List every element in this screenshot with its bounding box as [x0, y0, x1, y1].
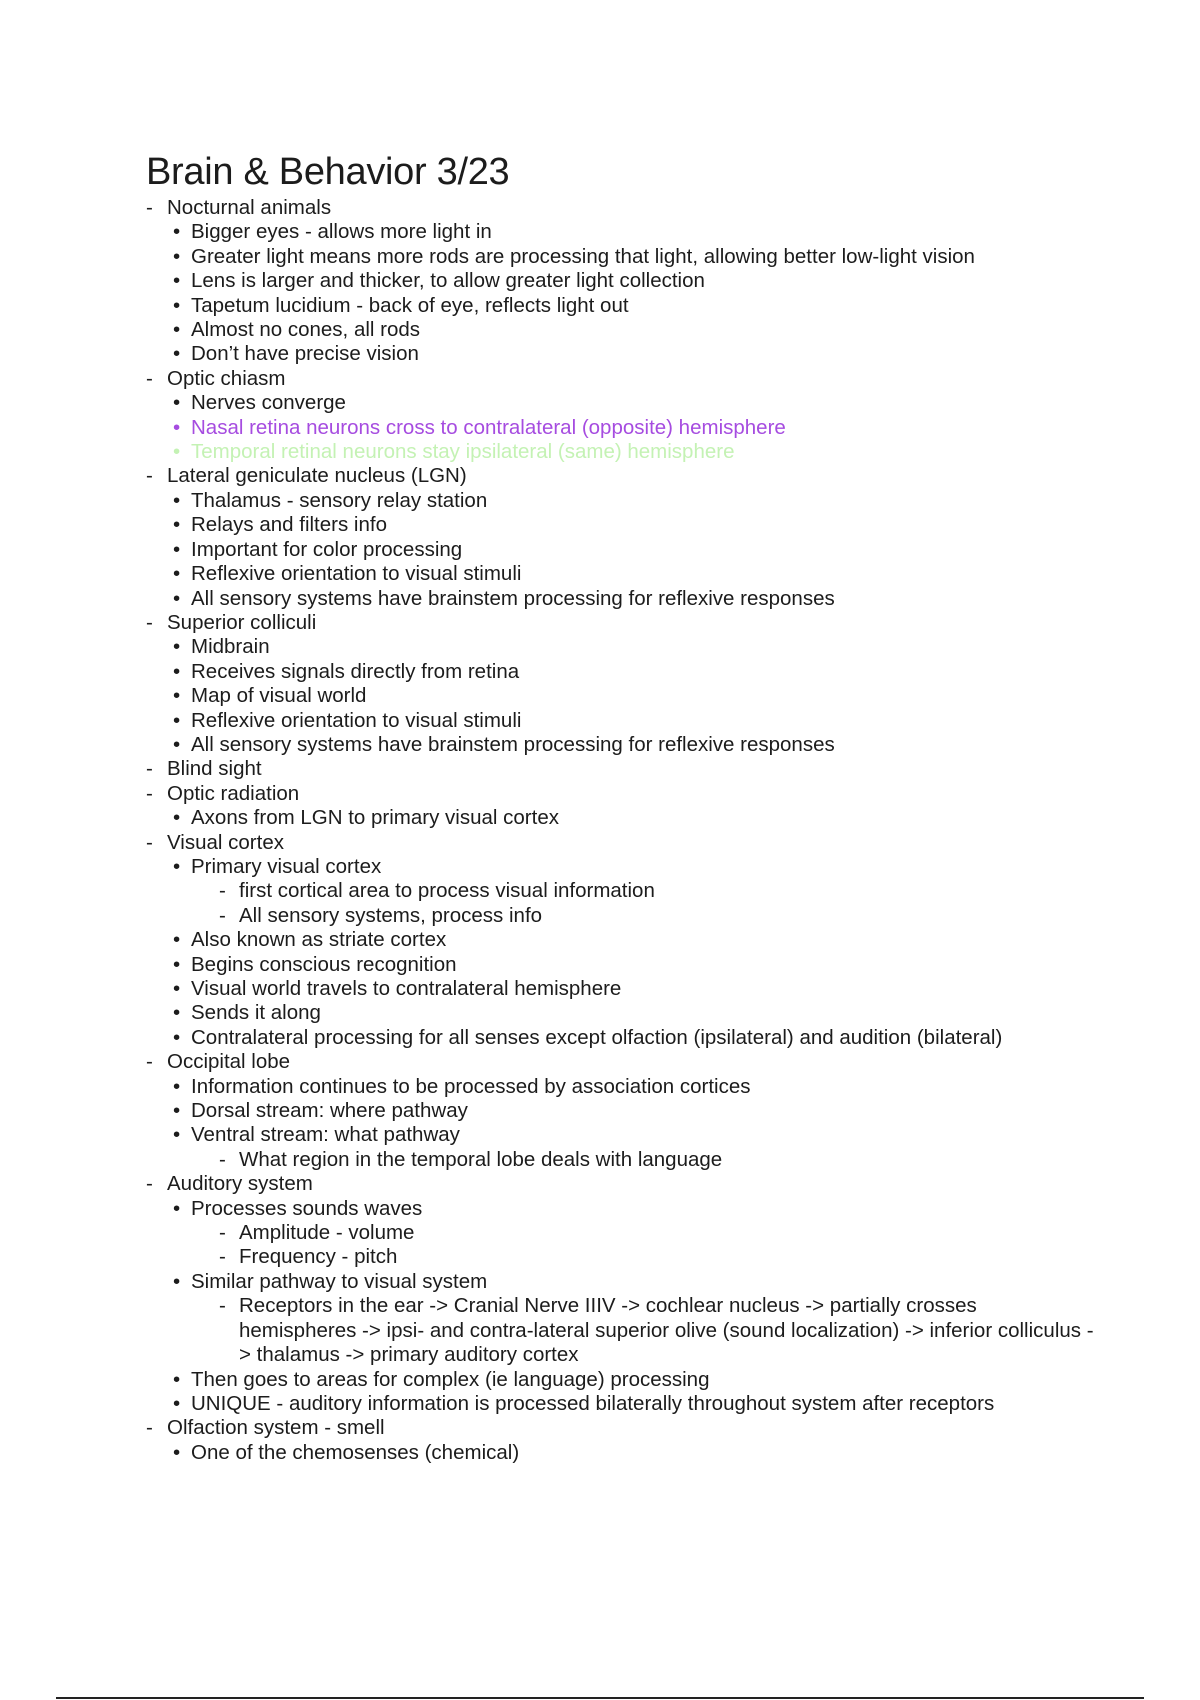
- bullet-marker: •: [173, 1391, 181, 1415]
- bullet-item: [167, 977, 1096, 1001]
- bullet-text: Don’t have precise vision: [191, 342, 419, 366]
- bullet-text: Thalamus - sensory relay station: [191, 488, 488, 512]
- sub-item-text: All sensory systems, process info: [239, 903, 543, 927]
- bullet-text: One of the chemosenses (chemical): [191, 1440, 520, 1464]
- bullet-marker: •: [173, 1196, 181, 1220]
- dash-marker: -: [219, 1147, 226, 1171]
- bullet-item: [167, 562, 1096, 586]
- bullet-marker: •: [173, 1440, 181, 1464]
- bullet-marker: •: [173, 244, 181, 268]
- bullet-item: [167, 1441, 1096, 1465]
- bullet-text: Similar pathway to visual system: [191, 1269, 488, 1293]
- bullet-item: [167, 1392, 1096, 1416]
- dash-marker: -: [146, 830, 153, 854]
- bullet-text: Sends it along: [191, 1001, 321, 1025]
- bullet-text: Midbrain: [191, 635, 270, 659]
- bullet-text: Nerves converge: [191, 391, 346, 415]
- outline-section: [146, 757, 1096, 781]
- bullet-text: Processes sounds waves: [191, 1196, 423, 1220]
- outline-section: [146, 196, 1096, 367]
- bullet-marker: •: [173, 1099, 181, 1123]
- bullet-text: Relays and filters info: [191, 513, 387, 537]
- bullet-text: Then goes to areas for complex (ie language) processing: [191, 1367, 710, 1391]
- bullet-item: [167, 733, 1096, 757]
- bullet-marker: •: [173, 293, 181, 317]
- section-heading: Auditory system: [167, 1172, 313, 1196]
- bullet-text: Greater light means more rods are processing that light, allowing better low-light vision: [191, 244, 975, 268]
- bullet-text: UNIQUE - auditory information is processed bilaterally throughout system after receptors: [191, 1391, 995, 1415]
- bullet-item: [167, 806, 1096, 830]
- bullet-marker: •: [173, 928, 181, 952]
- dash-marker: -: [146, 196, 153, 219]
- bullet-item: [167, 294, 1096, 318]
- sub-item-text: Frequency - pitch: [239, 1245, 398, 1269]
- bullet-marker: •: [173, 269, 181, 293]
- section-heading: Visual cortex: [167, 830, 284, 854]
- bullet-text: Map of visual world: [191, 684, 367, 708]
- bullet-item: [167, 1270, 1096, 1368]
- bullet-text: Visual world travels to contralateral hemisphere: [191, 977, 622, 1000]
- bullet-marker: •: [173, 854, 181, 878]
- bullet-item: [167, 1197, 1096, 1270]
- bullet-text: Reflexive orientation to visual stimuli: [191, 708, 522, 732]
- dash-marker: -: [219, 879, 226, 903]
- outline-section: [146, 831, 1096, 1051]
- bullet-marker: •: [173, 220, 181, 244]
- bullet-marker: •: [173, 684, 181, 708]
- bullet-marker: •: [173, 1123, 181, 1147]
- bullet-item: [167, 489, 1096, 513]
- bullet-text: Also known as striate cortex: [191, 928, 447, 952]
- section-heading: Occipital lobe: [167, 1050, 291, 1074]
- bullet-text: Almost no cones, all rods: [191, 318, 421, 342]
- sub-item: [215, 879, 1096, 903]
- dash-marker: -: [146, 464, 153, 488]
- sub-item: [215, 904, 1096, 928]
- bullet-marker: •: [173, 708, 181, 732]
- bullet-text: Contralateral processing for all senses except olfaction (ipsilateral) and audition (bilateral): [191, 1025, 1003, 1049]
- document-page: [146, 150, 1096, 1465]
- bullet-item: [167, 416, 1096, 440]
- dash-marker: -: [146, 366, 153, 390]
- bullet-text: Lens is larger and thicker, to allow greater light collection: [191, 269, 705, 293]
- section-heading: Lateral geniculate nucleus (LGN): [167, 464, 467, 488]
- sub-item: [215, 1245, 1096, 1269]
- bullet-marker: •: [173, 391, 181, 415]
- sub-item-text: first cortical area to process visual information: [239, 879, 655, 903]
- bullet-marker: •: [173, 1367, 181, 1391]
- bullet-item: [167, 928, 1096, 952]
- section-heading: Superior colliculi: [167, 610, 317, 634]
- bullet-item: [167, 245, 1096, 269]
- section-heading: Optic radiation: [167, 781, 300, 805]
- bullet-text: Tapetum lucidium - back of eye, reflects light out: [191, 293, 629, 317]
- bullet-marker: •: [173, 1074, 181, 1098]
- bullet-marker: •: [173, 562, 181, 586]
- sub-item: [215, 1221, 1096, 1245]
- bullet-item: [167, 953, 1096, 977]
- bullet-item: [167, 709, 1096, 733]
- outline-section: [146, 1416, 1096, 1465]
- bullet-marker: •: [173, 488, 181, 512]
- dash-marker: -: [219, 1294, 226, 1318]
- dash-marker: -: [219, 903, 226, 927]
- bullet-item: [167, 1001, 1096, 1025]
- dash-marker: -: [146, 1050, 153, 1074]
- bullet-text: Temporal retinal neurons stay ipsilateral (same) hemisphere: [191, 440, 735, 464]
- bullet-text: Reflexive orientation to visual stimuli: [191, 562, 522, 586]
- sub-item-text: Amplitude - volume: [239, 1221, 415, 1245]
- sub-item-text: Receptors in the ear -> Cranial Nerve IIIV -> cochlear nucleus -> partially crosses hemispheres -> ipsi- and contra-lateral superior olive (sound localization) -> inferior colliculus -> thalamus -> primary auditory cortex: [239, 1294, 1094, 1367]
- bullet-text: Receives signals directly from retina: [191, 659, 520, 683]
- bullet-text: Primary visual cortex: [191, 854, 382, 878]
- dash-marker: -: [146, 757, 153, 781]
- bullet-text: Nasal retina neurons cross to contralateral (opposite) hemisphere: [191, 415, 786, 439]
- bullet-marker: •: [173, 318, 181, 342]
- bullet-marker: •: [173, 635, 181, 659]
- outline-section: [146, 1172, 1096, 1416]
- bullet-marker: •: [173, 440, 181, 464]
- bullet-text: Information continues to be processed by association cortices: [191, 1074, 751, 1098]
- section-heading: Blind sight: [167, 757, 262, 781]
- dash-marker: -: [146, 781, 153, 805]
- outline-section: [146, 1050, 1096, 1172]
- dash-marker: -: [146, 1416, 153, 1440]
- bullet-item: [167, 1123, 1096, 1172]
- outline-section: [146, 782, 1096, 831]
- outline-section: [146, 367, 1096, 465]
- section-heading: Optic chiasm: [167, 366, 286, 390]
- bullet-text: Begins conscious recognition: [191, 952, 457, 976]
- bullet-marker: •: [173, 1001, 181, 1025]
- bullet-marker: •: [173, 342, 181, 366]
- bullet-marker: •: [173, 952, 181, 976]
- bullet-text: Ventral stream: what pathway: [191, 1123, 460, 1147]
- bullet-marker: •: [173, 977, 181, 1000]
- bullet-marker: •: [173, 586, 181, 610]
- bullet-marker: •: [173, 659, 181, 683]
- bullet-item: [167, 220, 1096, 244]
- bullet-text: Dorsal stream: where pathway: [191, 1099, 468, 1123]
- sub-item-text: What region in the temporal lobe deals with language: [239, 1147, 723, 1171]
- bullet-marker: •: [173, 806, 181, 830]
- bullet-text: Important for color processing: [191, 537, 463, 561]
- bullet-item: [167, 391, 1096, 415]
- outline-section: [146, 611, 1096, 757]
- bullet-item: [167, 318, 1096, 342]
- bullet-item: [167, 587, 1096, 611]
- bullet-text: All sensory systems have brainstem processing for reflexive responses: [191, 732, 835, 756]
- bullet-item: [167, 513, 1096, 537]
- outline-section: [146, 464, 1096, 610]
- bullet-item: [167, 684, 1096, 708]
- sub-item: [215, 1148, 1096, 1172]
- bullet-marker: •: [173, 1025, 181, 1049]
- section-heading: Nocturnal animals: [167, 196, 332, 219]
- bullet-item: [167, 269, 1096, 293]
- bullet-text: All sensory systems have brainstem processing for reflexive responses: [191, 586, 835, 610]
- bullet-item: [167, 1026, 1096, 1050]
- dash-marker: -: [219, 1245, 226, 1269]
- bullet-item: [167, 440, 1096, 464]
- page-bottom-rule: [56, 1697, 1144, 1699]
- bullet-item: [167, 538, 1096, 562]
- page-title: Brain & Behavior 3/23: [146, 151, 510, 193]
- dash-marker: -: [146, 610, 153, 634]
- bullet-item: [167, 342, 1096, 366]
- bullet-item: [167, 660, 1096, 684]
- bullet-marker: •: [173, 415, 181, 439]
- bullet-item: [167, 1368, 1096, 1392]
- bullet-marker: •: [173, 732, 181, 756]
- bullet-item: [167, 1075, 1096, 1099]
- bullet-marker: •: [173, 513, 181, 537]
- notes-outline: [146, 196, 1096, 1465]
- dash-marker: -: [219, 1221, 226, 1245]
- bullet-text: Axons from LGN to primary visual cortex: [191, 806, 559, 830]
- dash-marker: -: [146, 1172, 153, 1196]
- bullet-item: [167, 635, 1096, 659]
- bullet-item: [167, 1099, 1096, 1123]
- bullet-marker: •: [173, 537, 181, 561]
- section-heading: Olfaction system - smell: [167, 1416, 385, 1440]
- bullet-text: Bigger eyes - allows more light in: [191, 220, 492, 244]
- bullet-marker: •: [173, 1269, 181, 1293]
- bullet-item: [167, 855, 1096, 928]
- sub-item: [215, 1294, 1096, 1367]
